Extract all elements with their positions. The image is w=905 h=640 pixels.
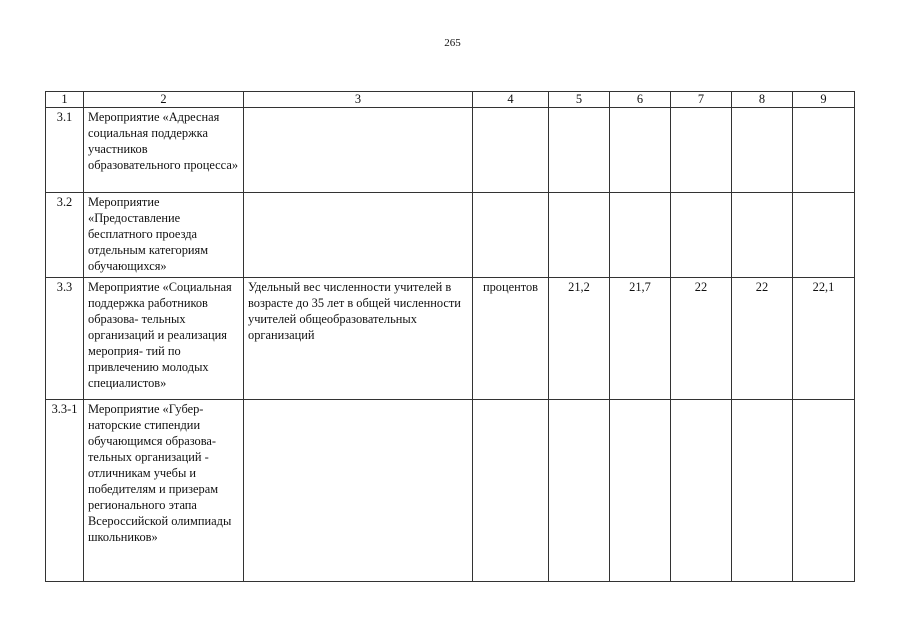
column-header: 8	[732, 92, 793, 108]
event-cell: Мероприятие «Адресная социальная поддержка участников образовательного процесса»	[84, 108, 244, 193]
row-number-cell: 3.2	[46, 193, 84, 278]
value-cell	[793, 108, 855, 193]
value-cell: 22	[671, 278, 732, 400]
unit-cell	[473, 400, 549, 582]
value-cell	[732, 400, 793, 582]
value-cell: 22,1	[793, 278, 855, 400]
column-header: 4	[473, 92, 549, 108]
value-cell	[610, 400, 671, 582]
column-header: 1	[46, 92, 84, 108]
value-cell	[793, 193, 855, 278]
event-cell: Мероприятие «Губер- наторские стипендии обучающимся образова- тельных организаций - отличникам учебы и победителям и призерам регионального этапа Всероссийской олимпиады школьников»	[84, 400, 244, 582]
table-row	[46, 278, 855, 400]
column-header: 2	[84, 92, 244, 108]
column-header: 9	[793, 92, 855, 108]
value-cell	[549, 193, 610, 278]
column-header: 5	[549, 92, 610, 108]
indicator-cell: Удельный вес численности учителей в возрасте до 35 лет в общей численности учителей общеобразовательных организаций	[244, 278, 473, 400]
value-cell	[610, 108, 671, 193]
value-cell	[549, 400, 610, 582]
value-cell	[793, 400, 855, 582]
value-cell: 22	[732, 278, 793, 400]
page-number: 265	[444, 37, 461, 49]
value-cell	[671, 193, 732, 278]
row-number-cell: 3.3	[46, 278, 84, 400]
value-cell	[610, 193, 671, 278]
indicators-table	[45, 91, 855, 582]
row-number-cell: 3.1	[46, 108, 84, 193]
indicator-cell	[244, 193, 473, 278]
unit-cell	[473, 108, 549, 193]
event-cell: Мероприятие «Социальная поддержка работников образова- тельных организаций и реализация мероприя- тий по привлечению молодых специалистов»	[84, 278, 244, 400]
table-row	[46, 193, 855, 278]
unit-cell: процентов	[473, 278, 549, 400]
unit-cell	[473, 193, 549, 278]
row-number-cell: 3.3-1	[46, 400, 84, 582]
table-row	[46, 108, 855, 193]
value-cell	[671, 108, 732, 193]
table-row	[46, 400, 855, 582]
value-cell	[549, 108, 610, 193]
column-header: 7	[671, 92, 732, 108]
value-cell	[732, 108, 793, 193]
event-cell: Мероприятие «Предоставление бесплатного проезда отдельным категориям обучающихся»	[84, 193, 244, 278]
indicator-cell	[244, 400, 473, 582]
indicator-cell	[244, 108, 473, 193]
value-cell: 21,7	[610, 278, 671, 400]
value-cell: 21,2	[549, 278, 610, 400]
value-cell	[732, 193, 793, 278]
column-header: 6	[610, 92, 671, 108]
column-header: 3	[244, 92, 473, 108]
table-header-row	[46, 92, 855, 108]
value-cell	[671, 400, 732, 582]
